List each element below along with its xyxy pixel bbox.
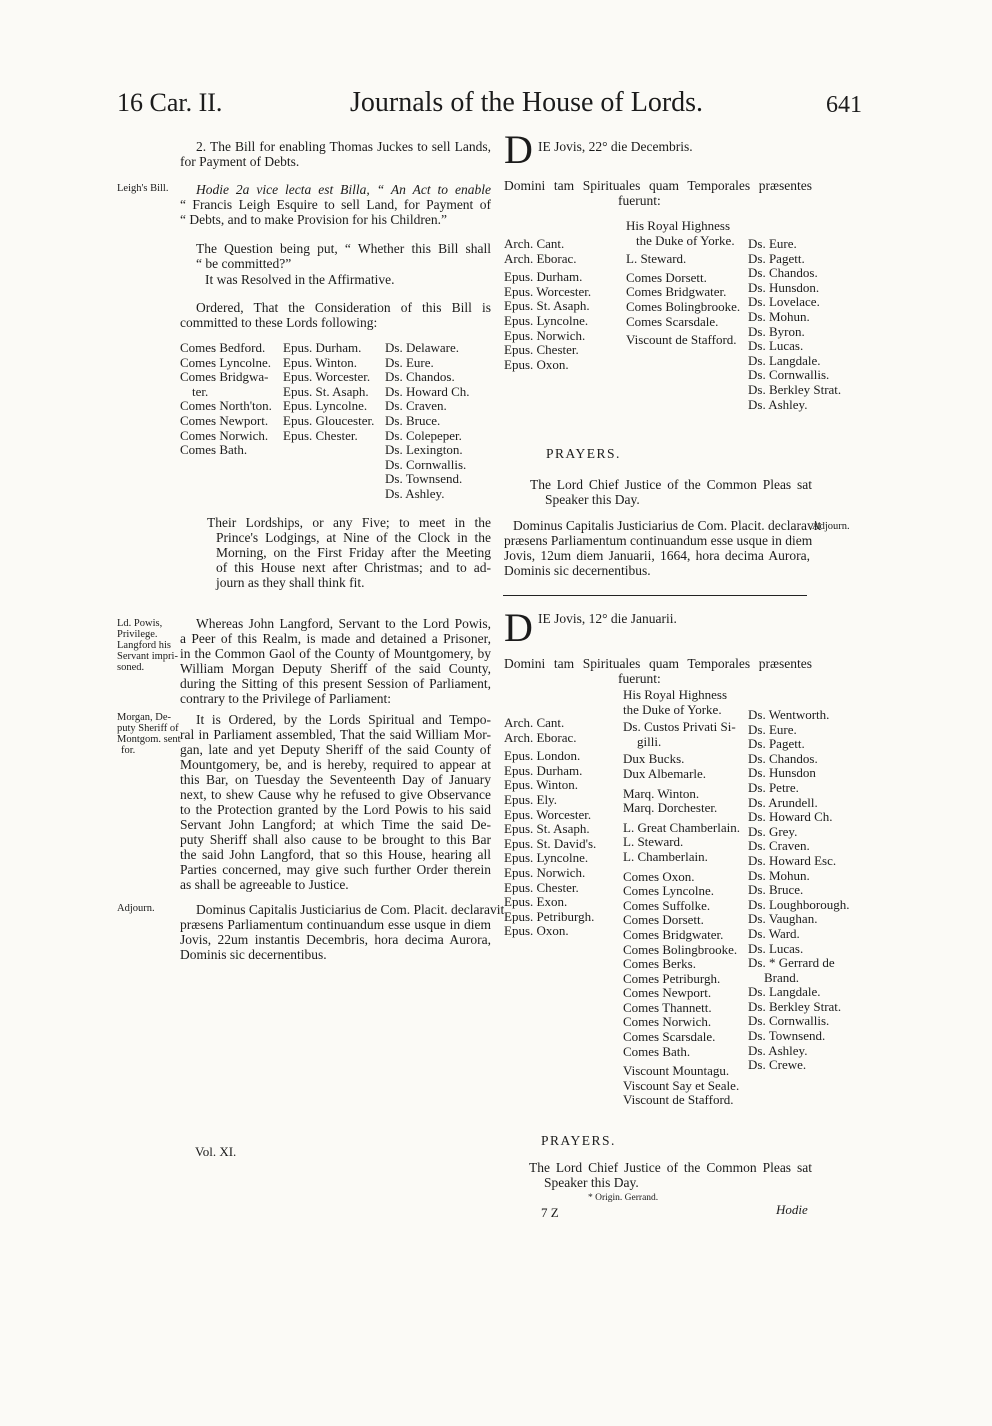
lordships-line: journ as they shall think fit. (216, 575, 365, 590)
it-ordered-line: It is Ordered, by the Lords Spiritual and Tempo- (196, 712, 491, 727)
it-ordered-line: Servant John Langford; at which Time the said De- (180, 817, 491, 832)
whereas-line: during the Sitting of this present Session of Parliament, (180, 676, 491, 691)
header-session: 16 Car. II. (117, 88, 223, 117)
margin-note-adjourn: Adjourn. (812, 521, 850, 532)
attendance-col-bishops: Arch. Cant. Arch. Eborac. Epus. Durham. Epus. Worcester. Epus. St. Asaph. Epus. Lyncolne. Epus. Norwich. Epus. Chester. Epus. Oxon. (504, 236, 592, 372)
leigh-line: “ Debts, and to make Provision for his Children.” (180, 212, 447, 227)
it-ordered-line: puty Sheriff shall also cause to be brought to this Bar (180, 832, 491, 847)
domini-line: fuerunt: (618, 671, 661, 686)
whereas-line: contrary to the Privilege of Parliament: (180, 691, 392, 706)
margin-note-adjourn: Adjourn. (117, 903, 155, 914)
whereas-line: in the Common Gaol of the County of Mountgomery, by (180, 646, 491, 661)
lordships-line: of this House next after Christmas; and to ad- (216, 560, 491, 575)
leigh-line: Hodie 2a vice lecta est Billa, “ An Act to enable (196, 182, 491, 197)
footnote: * Origin. Gerrand. (588, 1193, 659, 1203)
adjourn-line: Jovis, 12um diem Januarii, 1664, hora decima Aurora, (504, 548, 810, 563)
ordered-line: committed to these Lords following: (180, 315, 378, 330)
adjourn-line: Jovis, 22um instantis Decembris, hora decima Aurora, (180, 932, 491, 947)
domini-line: fuerunt: (618, 193, 661, 208)
die-heading: IE Jovis, 22° die Decembris. (538, 139, 693, 154)
question-line: “ be committed?” (196, 256, 292, 271)
speaker-line: The Lord Chief Justice of the Common Pleas sat (529, 1160, 812, 1175)
prayers-heading: PRAYERS. (546, 446, 621, 461)
adjourn-line: Dominus Capitalis Justiciarius de Com. Placit. declaravit (513, 518, 822, 533)
page-number: 641 (826, 92, 862, 118)
adjourn-line: præsens Parliamentum continuandum esse usque in diem (180, 917, 491, 932)
question-line: The Question being put, “ Whether this Bill shall (196, 241, 491, 256)
domini-line: Domini tam Spirituales quam Temporales præsentes (504, 178, 812, 193)
lordships-line: Prince's Lodgings, at Nine of the Clock in the (216, 530, 491, 545)
section-divider (503, 595, 807, 596)
lordships-line: Their Lordships, or any Five; to meet in the (207, 515, 491, 530)
attendance-col-peers: His Royal Highness the Duke of Yorke. L. Steward. Comes Dorsett. Comes Bridgwater. Comes Bolingbrooke. Comes Scarsdale. Viscount de Stafford. (626, 218, 741, 348)
leigh-line: “ Francis Leigh Esquire to sell Land, for Payment of (180, 197, 491, 212)
ordered-line: Ordered, That the Consideration of this Bill is (196, 300, 491, 315)
margin-note-morgan: Morgan, De- puty Sheriff of Montgom. sent for. (117, 712, 181, 756)
bill2-line: 2. The Bill for enabling Thomas Juckes to sell Lands, (196, 139, 491, 154)
it-ordered-line: gan, late and yet Deputy Sheriff of the said County of (180, 742, 491, 757)
attendance-col-peers: His Royal Highness the Duke of Yorke. Ds. Custos Privati Si- gilli. Dux Bucks. Dux Albemarle. Marq. Winton. Marq. Dorchester. L. Great Chamberlain. L. Steward. L. Chamberlain. Comes Oxon. Comes Lyncolne. Comes Suffolke. Comes Dorsett. Comes Bridgwater. Comes Bolingbrooke. Comes Berks. Comes Petriburgh. Comes Newport. Comes Thannett. Comes Norwich. Comes Scarsdale. Comes Bath. Viscount Mountagu. Viscount Say et Seale. Viscount de Stafford. (623, 687, 740, 1108)
attendance-col-bishops: Arch. Cant. Arch. Eborac. Epus. London. Epus. Durham. Epus. Winton. Epus. Ely. Epus. Worcester. Epus. St. Asaph. Epus. St. David's. Epus. Lyncolne. Epus. Norwich. Epus. Chester. Epus. Exon. Epus. Petriburgh. Epus. Oxon. (504, 715, 597, 939)
it-ordered-line: Parties concerned, may give such further Order therein (180, 862, 491, 877)
it-ordered-line: to the Protection granted by the Lord Powis to his said (180, 802, 491, 817)
margin-note-leigh: Leigh's Bill. (117, 183, 169, 194)
adjourn-line: Dominis sic decernentibus. (180, 947, 327, 962)
it-ordered-line: next, to shew Cause why he refused to give Observance (180, 787, 491, 802)
it-ordered-line: this Bar, on Tuesday the Seventeenth Day of January (180, 772, 491, 787)
question-line: It was Resolved in the Affirmative. (205, 272, 395, 287)
prayers-heading: PRAYERS. (541, 1133, 616, 1148)
speaker-line: Speaker this Day. (545, 492, 640, 507)
speaker-line: The Lord Chief Justice of the Common Pleas sat (530, 477, 812, 492)
domini-line: Domini tam Spirituales quam Temporales præsentes (504, 656, 812, 671)
drop-cap: D (504, 605, 533, 650)
committee-col-earls: Comes Bedford. Comes Lyncolne. Comes Bridgwa- ter. Comes North'ton. Comes Newport. Comes Norwich. Comes Bath. (180, 340, 272, 458)
it-ordered-line: the said John Langford, that so this House, hearing all (180, 847, 491, 862)
it-ordered-line: ral in Parliament assembled, That the said William Mor- (180, 727, 491, 742)
drop-cap: D (504, 127, 533, 172)
committee-col-barons: Ds. Delaware. Ds. Eure. Ds. Chandos. Ds. Howard Ch. Ds. Craven. Ds. Bruce. Ds. Colepeper. Ds. Lexington. Ds. Cornwallis. Ds. Townsend. Ds. Ashley. (385, 340, 470, 501)
header-title: Journals of the House of Lords. (350, 87, 704, 118)
attendance-col-barons: Ds. Wentworth. Ds. Eure. Ds. Pagett. Ds. Chandos. Ds. Hunsdon Ds. Petre. Ds. Arundell. Ds. Howard Ch. Ds. Grey. Ds. Craven. Ds. Howard Esc. Ds. Mohun. Ds. Bruce. Ds. Loughborough. Ds. Vaughan. Ds. Ward. Ds. Lucas. Ds. * Gerrard de Brand. Ds. Langdale. Ds. Berkley Strat. Ds. Cornwallis. Ds. Townsend. Ds. Ashley. Ds. Crewe. (748, 707, 850, 1073)
whereas-line: a Peer of this Realm, is made and detained a Prisoner, (180, 631, 491, 646)
it-ordered-line: Mountgomery, be, and is hereby, required to appear at (180, 757, 491, 772)
bill2-line: for Payment of Debts. (180, 154, 300, 169)
attendance-col-barons: Ds. Eure. Ds. Pagett. Ds. Chandos. Ds. Hunsdon. Ds. Lovelace. Ds. Mohun. Ds. Byron. Ds. Lucas. Ds. Langdale. Ds. Cornwallis. Ds. Berkley Strat. Ds. Ashley. (748, 236, 842, 412)
adjourn-line: præsens Parliamentum continuandum esse usque in diem (504, 533, 813, 548)
speaker-line: Speaker this Day. (544, 1175, 639, 1190)
whereas-line: William Morgan Deputy Sheriff of the said County, (180, 661, 491, 676)
margin-note-powis: Ld. Powis, Privilege. Langford his Servant impri- soned. (117, 618, 178, 673)
whereas-line: Whereas John Langford, Servant to the Lord Powis, (196, 616, 491, 631)
signature-mark: 7 Z (541, 1205, 559, 1220)
catchword: Hodie (776, 1202, 808, 1217)
adjourn-line: Dominis sic decernentibus. (504, 563, 651, 578)
volume-mark: Vol. XI. (195, 1144, 237, 1159)
lordships-line: Morning, on the First Friday after the Meeting (216, 545, 491, 560)
die-heading: IE Jovis, 12° die Januarii. (538, 611, 677, 626)
committee-col-bishops: Epus. Durham. Epus. Winton. Epus. Worcester. Epus. St. Asaph. Epus. Lyncolne. Epus. Gloucester. Epus. Chester. (283, 340, 375, 443)
adjourn-line: Dominus Capitalis Justiciarius de Com. Placit. declaravit (196, 902, 505, 917)
it-ordered-line: as shall be agreeable to Justice. (180, 877, 349, 892)
